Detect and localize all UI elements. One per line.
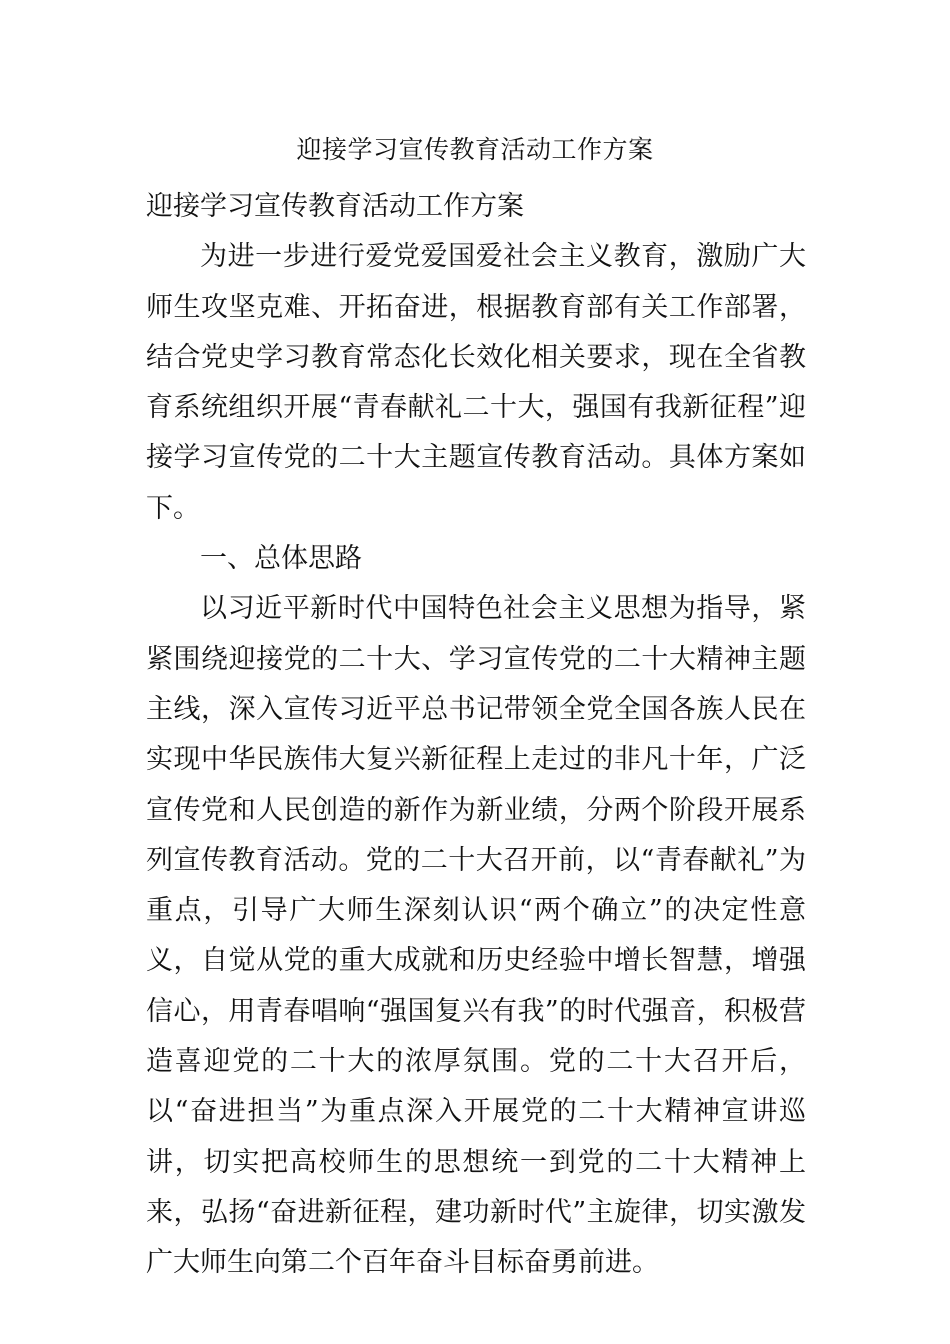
section-heading: 一、总体思路 <box>200 543 362 575</box>
intro-paragraph: 为进一步进行爱党爱国爱社会主义教育，激励广大师生攻坚克难、开拓奋进，根据教育部有关工作部署，结合党史学习教育常态化长效化相关要求，现在全省教育系统组织开展“青春献礼二十大，强国有我新征程”迎接学习宣传党的二十大主题宣传教育活动。具体方案如下。 <box>146 241 806 524</box>
document-body <box>146 182 806 1289</box>
document-subtitle: 迎接学习宣传教育活动工作方案 <box>146 191 524 222</box>
body-paragraph: 以习近平新时代中国特色社会主义思想为指导，紧紧围绕迎接党的二十大、学习宣传党的二十大精神主题主线，深入宣传习近平总书记带领全党全国各族人民在实现中华民族伟大复兴新征程上走过的非凡十年，广泛宣传党和人民创造的新作为新业绩，分两个阶段开展系列宣传教育活动。党的二十大召开前，以“青春献礼”为重点，引导广大师生深刻认识“两个确立”的决定性意义，自觉从党的重大成就和历史经验中增长智慧，增强信心，用青春唱响“强国复兴有我”的时代强音，积极营造喜迎党的二十大的浓厚氛围。党的二十大召开后，以“奋进担当”为重点深入开展党的二十大精神宣讲巡讲，切实把高校师生的思想统一到党的二十大精神上来，弘扬“奋进新征程，建功新时代”主旋律，切实激发广大师生向第二个百年奋斗目标奋勇前进。 <box>146 593 806 1279</box>
document-title: 迎接学习宣传教育活动工作方案 <box>296 135 654 164</box>
